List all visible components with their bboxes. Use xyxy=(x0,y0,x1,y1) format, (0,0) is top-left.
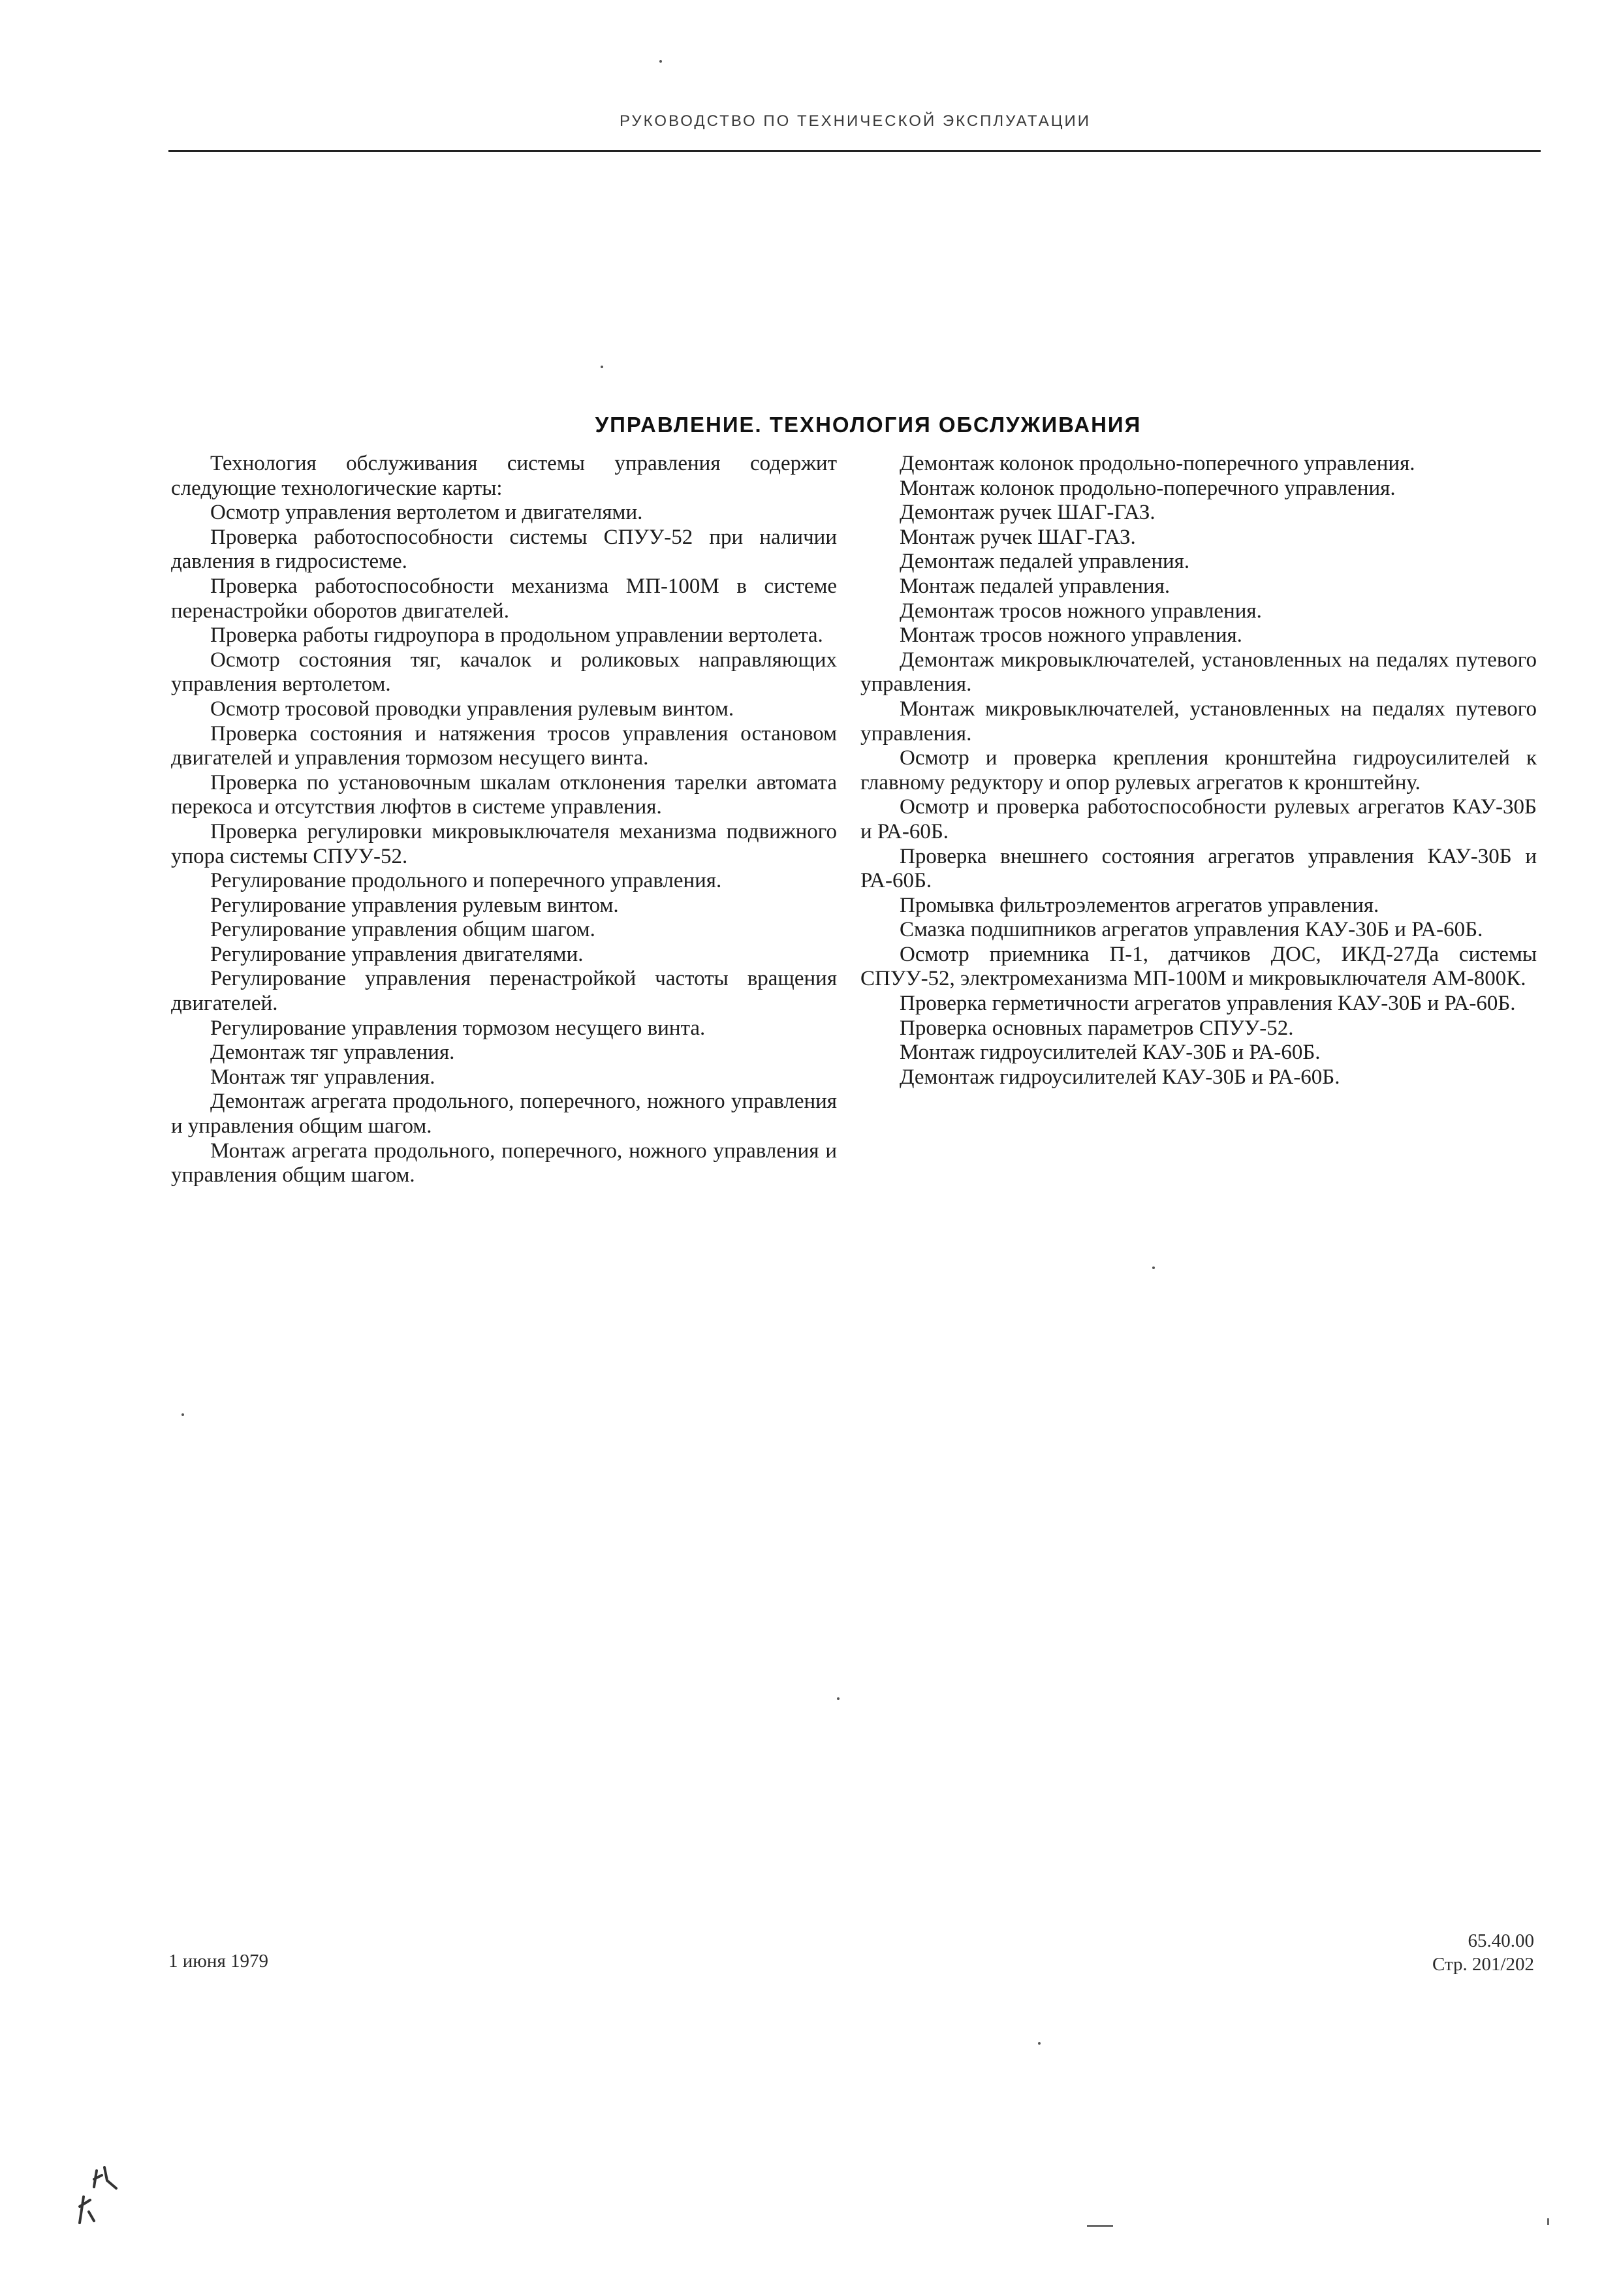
list-item: Проверка герметичности агрегатов управления КАУ-30Б и РА-60Б. xyxy=(900,992,1516,1016)
list-item: Регулирование управления двигателями. xyxy=(210,942,584,966)
running-header: РУКОВОДСТВО ПО ТЕХНИЧЕСКОЙ ЭКСПЛУАТАЦИИ xyxy=(619,112,1092,130)
scan-speck xyxy=(1038,2042,1041,2045)
list-item: Монтаж агрегата продольного, поперечного, ножного управления и управления общим шагом. xyxy=(171,1139,837,1187)
list-item: Демонтаж тросов ножного управления. xyxy=(900,599,1262,623)
list-item: Регулирование управления перенастройкой частоты вращения двигателей. xyxy=(171,967,837,1016)
scan-speck xyxy=(1152,1266,1155,1269)
list-item: Смазка подшипников агрегатов управления КАУ-30Б и РА-60Б. xyxy=(900,918,1483,942)
list-item: Осмотр приемника П-1, датчиков ДОС, ИКД-27Да системы СПУУ-52, электромеханизма МП-100М и микровыключателя АМ-800К. xyxy=(860,942,1537,991)
header-rule xyxy=(168,150,1541,152)
right-column-list xyxy=(860,452,1537,1090)
page-number: Стр. 201/202 xyxy=(1432,1954,1534,1975)
list-item: Монтаж тросов ножного управления. xyxy=(900,623,1242,648)
list-item: Проверка по установочным шкалам отклонения тарелки автомата перекоса и отсутствия люфтов в системе управления. xyxy=(171,770,837,819)
list-item: Демонтаж гидроусилителей КАУ-30Б и РА-60Б. xyxy=(900,1065,1340,1089)
handwritten-mark-icon xyxy=(71,2161,129,2233)
scan-dash xyxy=(1547,2218,1549,2225)
section-title: УПРАВЛЕНИЕ. ТЕХНОЛОГИЯ ОБСЛУЖИВАНИЯ xyxy=(595,413,1142,437)
list-item: Регулирование продольного и поперечного управления. xyxy=(210,869,722,893)
list-item: Демонтаж тяг управления. xyxy=(210,1041,455,1065)
list-item: Демонтаж агрегата продольного, поперечного, ножного управления и управления общим шагом. xyxy=(171,1090,837,1139)
list-item: Проверка основных параметров СПУУ-52. xyxy=(900,1016,1294,1040)
list-item: Монтаж тяг управления. xyxy=(210,1065,435,1089)
list-item: Проверка внешнего состояния агрегатов управления КАУ-30Б и РА-60Б. xyxy=(860,844,1537,893)
footer-date: 1 июня 1979 xyxy=(168,1951,269,1972)
list-item: Монтаж ручек ШАГ-ГАЗ. xyxy=(900,525,1136,549)
scan-speck xyxy=(837,1697,840,1700)
list-item: Проверка работы гидроупора в продольном управлении вертолета. xyxy=(210,623,823,648)
scan-speck xyxy=(659,60,662,63)
list-item: Монтаж педалей управления. xyxy=(900,574,1171,598)
scan-dash xyxy=(1087,2225,1113,2227)
list-item: Осмотр управления вертолетом и двигателями. xyxy=(210,501,643,525)
list-item: Промывка фильтроэлементов агрегатов управления. xyxy=(900,893,1379,917)
list-item: Проверка работоспособности системы СПУУ-52 при наличии давления в гидросистеме. xyxy=(171,525,837,574)
list-item: Демонтаж колонок продольно-поперечного управления. xyxy=(900,452,1415,475)
footer-doc-block xyxy=(1432,1929,1534,1976)
list-item: Регулирование управления общим шагом. xyxy=(210,918,595,942)
list-item: Монтаж колонок продольно-поперечного управления. xyxy=(900,476,1396,500)
list-item: Осмотр и проверка работоспособности рулевых агрегатов КАУ-30Б и РА-60Б. xyxy=(860,795,1537,843)
list-item: Осмотр и проверка крепления кронштейна гидроусилителей к главному редуктору и опор рулевых агрегатов к кронштейну. xyxy=(860,746,1537,794)
list-item: Проверка регулировки микровыключателя механизма подвижного упора системы СПУУ-52. xyxy=(171,819,837,868)
list-item: Проверка состояния и натяжения тросов управления остановом двигателей и управления тормозом несущего винта. xyxy=(171,721,837,770)
list-item: Проверка работоспособности механизма МП-100М в системе перенастройки оборотов двигателей. xyxy=(171,574,837,623)
list-item: Регулирование управления тормозом несущего винта. xyxy=(210,1016,706,1040)
doc-code: 65.40.00 xyxy=(1468,1930,1534,1951)
list-item: Технология обслуживания системы управления содержит следующие технологические карты: xyxy=(171,452,837,500)
list-item: Монтаж гидроусилителей КАУ-30Б и РА-60Б. xyxy=(900,1041,1321,1065)
left-column-list xyxy=(171,452,837,1188)
list-item: Осмотр тросовой проводки управления рулевым винтом. xyxy=(210,697,734,721)
list-item: Демонтаж микровыключателей, установленных на педалях путевого управления. xyxy=(860,648,1537,697)
scan-speck xyxy=(181,1413,184,1416)
list-item: Демонтаж ручек ШАГ-ГАЗ. xyxy=(900,501,1155,525)
scan-speck xyxy=(601,366,603,368)
list-item: Регулирование управления рулевым винтом. xyxy=(210,893,619,917)
list-item: Осмотр состояния тяг, качалок и роликовых направляющих управления вертолетом. xyxy=(171,648,837,697)
list-item: Монтаж микровыключателей, установленных на педалях путевого управления. xyxy=(860,697,1537,746)
list-item: Демонтаж педалей управления. xyxy=(900,550,1190,574)
